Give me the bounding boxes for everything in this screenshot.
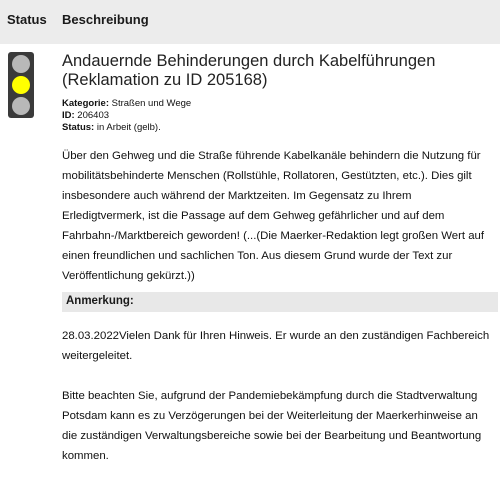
note-text: [62, 326, 496, 486]
category-label: Kategorie:: [62, 98, 109, 109]
traffic-light-icon: [8, 52, 34, 118]
id-line: [62, 110, 492, 122]
status-column-header: Status: [7, 12, 47, 27]
note-paragraph-1: 28.03.2022Vielen Dank für Ihren Hinweis. Er wurde an den zuständigen Fachbereich weitergeleitet.: [62, 330, 490, 362]
description-column-header: Beschreibung: [62, 12, 149, 27]
id-label: ID:: [62, 110, 75, 121]
status-value: in Arbeit (gelb).: [94, 122, 161, 133]
id-value: 206403: [74, 110, 110, 121]
note-heading-bar: [62, 292, 498, 312]
report-body: Über den Gehweg und die Straße führende Kabelkanäle behindern die Nutzung für mobilitätsbehinderte Menschen (Rollstühle, Rollatoren, Gestützten, etc.). Dies gilt insbesondere auch während der Marktzeiten. Im Gegensatz zu Ihrem Erledigtvermerk, ist die Passage auf dem Gehweg gefährlicher und auf dem Fahrbahn-/Marktbereich geworden! (...(Die Maerker-Redaktion legt großen Wert auf einen freundlichen und sachlichen Ton. Aus diesem Grund wurde der Text zur Veröffentlichung gekürzt.)): [62, 150, 485, 282]
report-meta: [62, 98, 492, 134]
note-paragraph-2: Bitte beachten Sie, aufgrund der Pandemiebekämpfung durch die Stadtverwaltung Potsdam kann es zu Verzögerungen bei der Weiterleitung der Maerkerhinweise an die zuständigen Verwaltungsbereiche sowie bei der Bearbeitung und Beantwortung kommen.: [62, 390, 482, 462]
yellow-lamp-on: [12, 76, 30, 94]
red-lamp-off: [12, 55, 30, 73]
report-details: [62, 52, 492, 286]
green-lamp-off: [12, 97, 30, 115]
status-label: Status:: [62, 122, 95, 133]
status-line: [62, 122, 492, 134]
category-line: [62, 98, 492, 110]
category-value: Straßen und Wege: [108, 98, 192, 109]
note-heading: Anmerkung:: [66, 295, 134, 307]
table-header: [0, 0, 500, 44]
report-title: Andauernde Behinderungen durch Kabelführungen (Reklamation zu ID 205168): [62, 52, 436, 89]
